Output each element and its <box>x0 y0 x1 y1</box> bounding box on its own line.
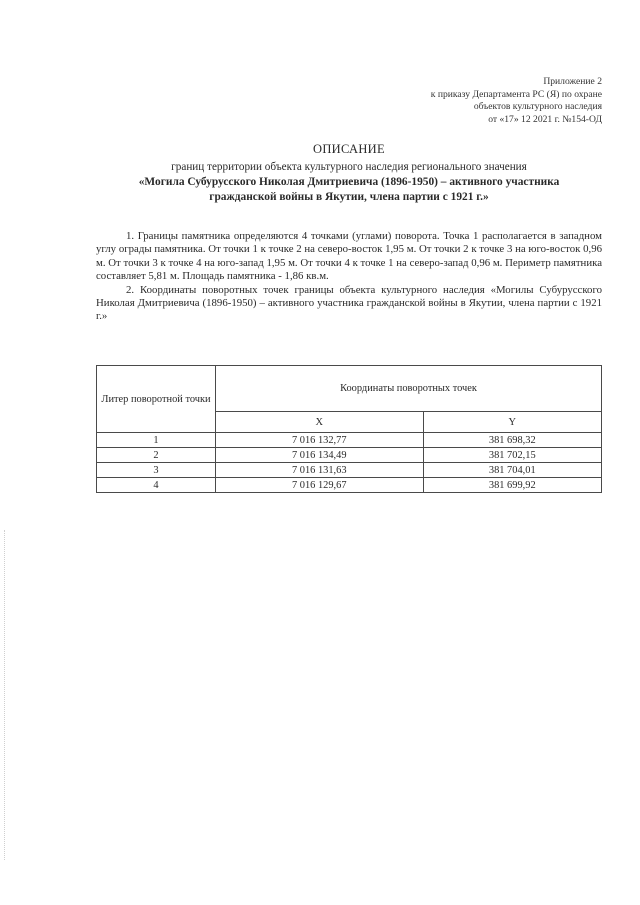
paragraph-boundaries: 1. Границы памятника определяются 4 точками (углами) поворота. Точка 1 располагается в западном углу ограды памятника. От точки 1 к точке 2 на северо-восток 1,95 м. От точки 2 к точке 3 на юго-восток 0,96 м. От точки 3 к точке 4 на юго-запад 1,95 м. От точки 4 к точке 1 на северо-запад 0,96 м. Периметр памятника составляет 5,81 м. Площадь памятника - 1,86 кв.м. <box>96 230 602 283</box>
cell-y: 381 704,01 <box>423 463 601 478</box>
table-row <box>97 448 602 463</box>
header-coordinates: Координаты поворотных точек <box>216 366 602 412</box>
appendix-line-2: к приказу Департамента РС (Я) по охране <box>430 88 602 100</box>
appendix-note <box>362 76 602 126</box>
cell-y: 381 698,32 <box>423 433 601 448</box>
object-name-line-1: «Могила Субурусского Николая Дмитриевича (1896-1950) – активного участника <box>138 176 560 188</box>
cell-point: 4 <box>97 478 216 493</box>
header-x: X <box>216 412 424 433</box>
table-row <box>97 433 602 448</box>
document-heading: ОПИСАНИЕ <box>313 142 385 156</box>
cell-x: 7 016 131,63 <box>216 463 424 478</box>
scan-margin-artifact <box>4 530 9 860</box>
paragraph-coordinates: 2. Координаты поворотных точек границы объекта культурного наследия «Могилы Субурусского Николая Дмитриевича (1896-1950) – активного участника гражданской войны в Якутии, члена партии с 1921 г.» <box>96 283 602 323</box>
cell-y: 381 699,92 <box>423 478 601 493</box>
coordinates-table <box>96 365 602 493</box>
cell-point: 2 <box>97 448 216 463</box>
appendix-line-4: от «17» 12 2021 г. №154-ОД <box>488 113 602 125</box>
description-body <box>96 230 602 324</box>
cell-point: 1 <box>97 433 216 448</box>
document-subtitle: границ территории объекта культурного наследия регионального значения <box>171 161 527 173</box>
cell-x: 7 016 132,77 <box>216 433 424 448</box>
title-block <box>96 142 602 205</box>
table-row <box>97 478 602 493</box>
cell-x: 7 016 134,49 <box>216 448 424 463</box>
table-header-row <box>97 366 602 412</box>
appendix-line-1: Приложение 2 <box>543 76 602 87</box>
cell-y: 381 702,15 <box>423 448 601 463</box>
appendix-line-3: объектов культурного наследия <box>473 101 602 113</box>
table-row <box>97 463 602 478</box>
object-name-line-2: гражданской войны в Якутии, члена партии с 1921 г.» <box>209 191 489 203</box>
cell-point: 3 <box>97 463 216 478</box>
cell-x: 7 016 129,67 <box>216 478 424 493</box>
header-point-letter: Литер поворотной точки <box>97 366 216 433</box>
header-y: Y <box>423 412 601 433</box>
